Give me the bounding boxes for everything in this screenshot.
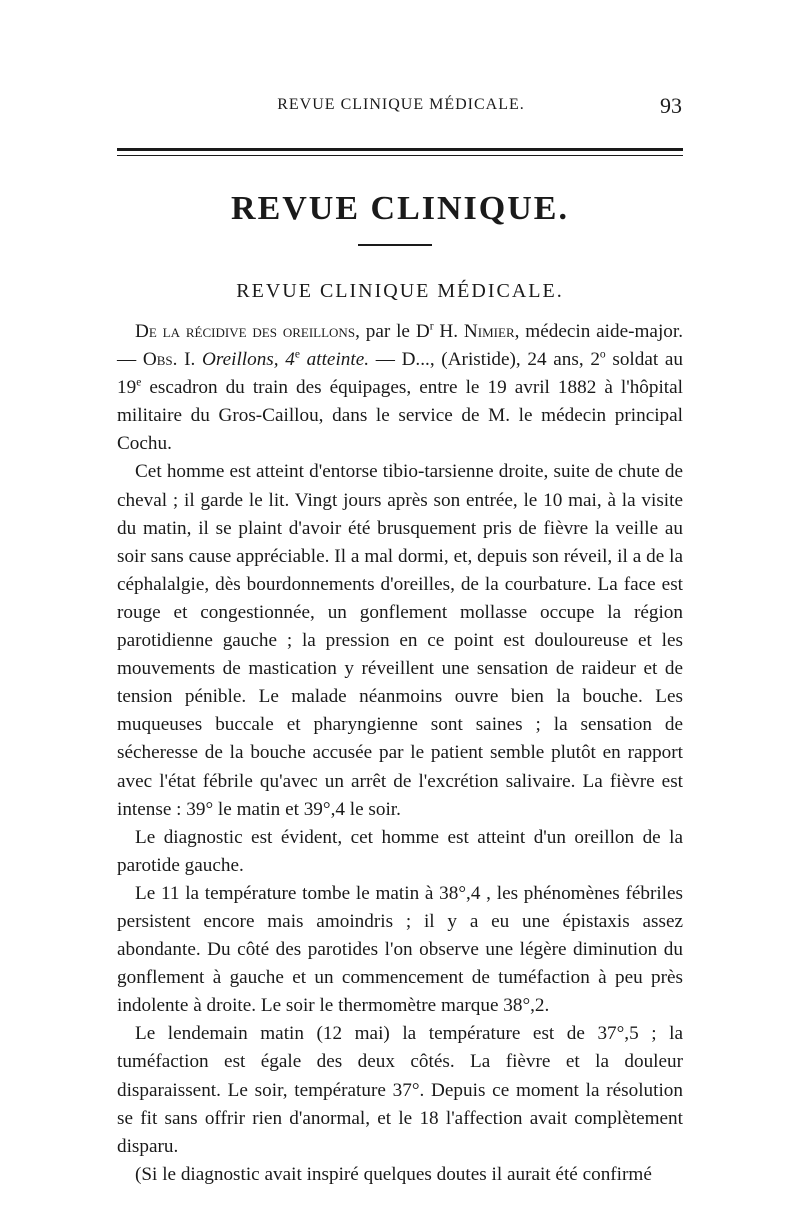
paragraph: Le diagnostic est évident, cet homme est atteint d'un oreillon de la parotide gauche. — [117, 826, 683, 876]
paragraph: Cet homme est atteint d'entorse tibio-tarsienne droite, suite de chute de cheval ; il garde le lit. Vingt jours après son entrée, le 10 mai, à la visite du matin, il se plaint d'avoir été brusquement pris de fièvre la veille au soir sans cause appréciable. Il a mal dormi, et, depuis son réveil, il a de la céphalalgie, dès bourdonnements d'oreilles, de la courbature. La face est rouge et congestionnée, un gonflement mollasse occupe la région parotidienne gauche ; la pression en ce point est douloureuse et les mouvements de mastication y réveillent une sensation de raideur et de tension pénible. Le malade néanmoins ouvre bien la bouche. Les muqueuses buccale et pharyngienne sont saines ; la sensation de sécheresse de la bouche accusée par le patient semble plutôt en rapport avec l'état fébrile qu'avec un arrêt de l'excrétion salivaire. La fièvre est intense : 39° le matin et 39°,4 le soir. — [117, 461, 683, 820]
section-title: REVUE CLINIQUE MÉDICALE. — [236, 280, 564, 302]
obs-title: Oreillons, 4 — [195, 349, 295, 371]
paragraph: Le lendemain matin (12 mai) la température est de 37°,5 ; la tuméfaction est égale des deux côtés. La fièvre et la douleur disparaissent. Le soir, température 37°. Depuis ce moment la résolution se fit sans offrir rien d'anormal, et le 18 l'affection avait complètement disparu. — [117, 1023, 683, 1157]
obs-title-end: atteinte. — [299, 349, 370, 371]
header-rule-thin — [117, 155, 683, 156]
obs-sup: e — [294, 348, 300, 361]
running-title: REVUE CLINIQUE MÉDICALE. — [277, 96, 525, 113]
author-sup: r — [429, 320, 434, 333]
title-divider — [358, 244, 432, 246]
page-title: REVUE CLINIQUE. — [231, 190, 569, 227]
paragraph: (Si le diagnostic avait inspiré quelques doutes il aurait été confirmé — [135, 1163, 652, 1185]
lead-rest-c: escadron du train des équipages, entre le 19 avril 1882 à l'hôpital militaire du Gros-Caillou, dans le service de M. le médecin principal Cochu. — [117, 377, 683, 455]
lead-rest-b: soldat au 19 — [117, 349, 684, 399]
author-post: , médecin aide-major. — — [117, 321, 683, 371]
lead-paragraph — [117, 318, 683, 458]
author-pre: , par le D — [355, 321, 430, 342]
obs-label: Obs. I. — [142, 349, 196, 371]
lead-sup-a: o — [599, 348, 606, 361]
lead-rest-a: — D..., (Aristide), 24 ans, 2 — [369, 349, 600, 371]
header-rule-thick — [117, 148, 683, 151]
paragraph: Le 11 la température tombe le matin à 38°,4 , les phénomènes fébriles persistent encore mais amoindris ; il y a eu une épistaxis assez abondante. Du côté des parotides l'on observe une légère diminution du gonflement à gauche et un commencement de tuméfaction à peu près indolente à droite. Le soir le thermomètre marque 38°,2. — [117, 882, 683, 1017]
lead-sup-b: e — [136, 376, 142, 389]
article-body — [117, 318, 683, 1189]
article-title: De la récidive des oreillons — [135, 321, 356, 342]
author-name: H. Nimier — [433, 321, 515, 342]
page-number: 93 — [660, 93, 682, 118]
running-head — [118, 93, 684, 122]
